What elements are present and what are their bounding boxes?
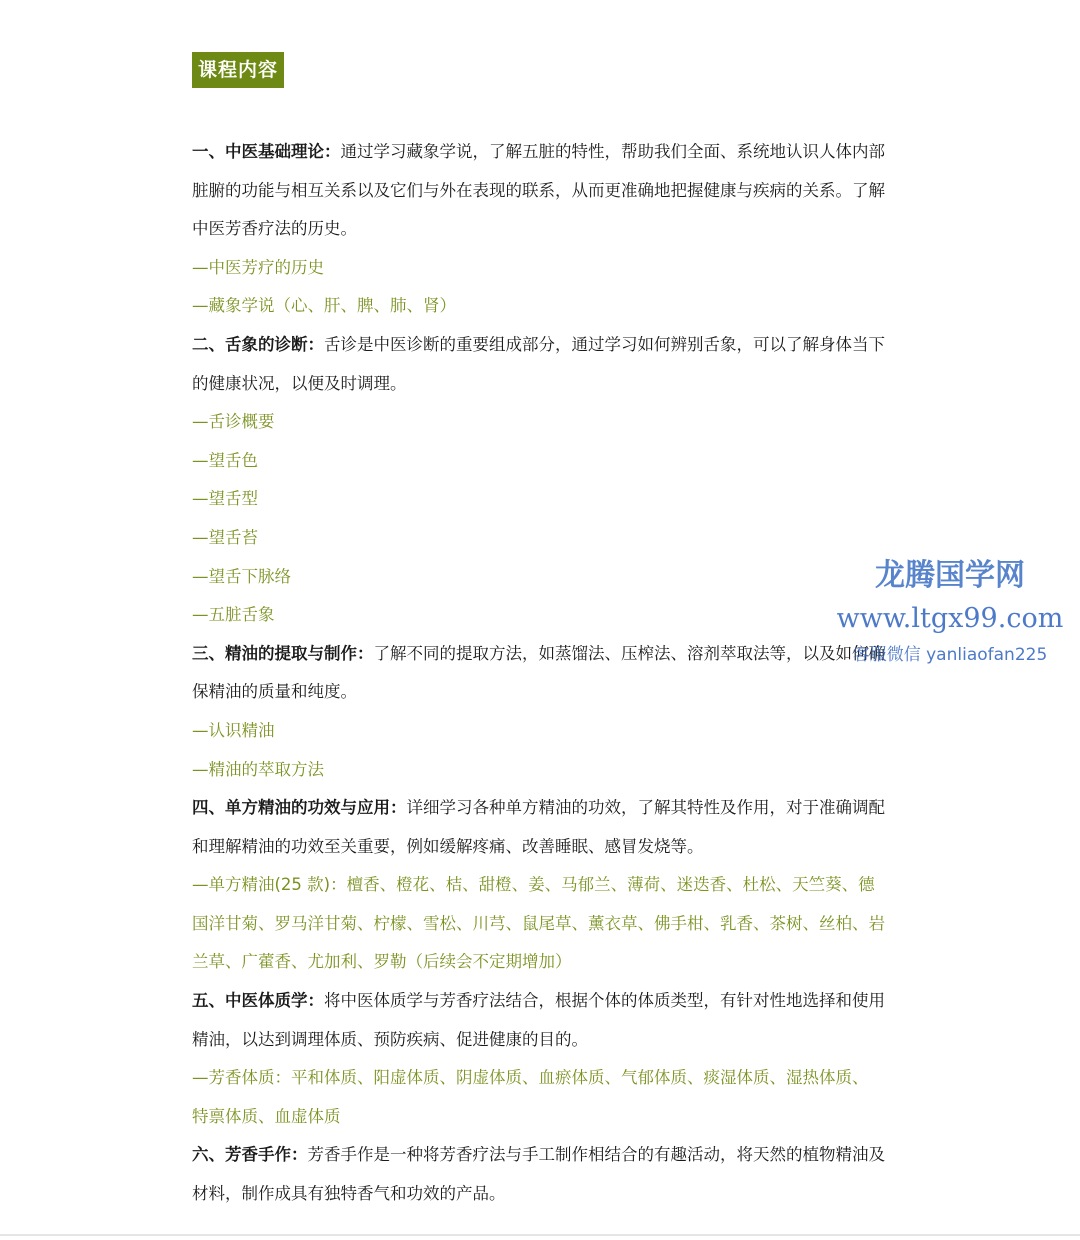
- section-heading: 课程内容: [192, 52, 284, 88]
- list-item: —望舌苔: [192, 527, 258, 547]
- course-content: [192, 133, 892, 1214]
- section-label: 三、精油的提取与制作：: [192, 643, 374, 663]
- section-label: 六、芳香手作：: [192, 1145, 308, 1165]
- body-line: 保精油的质量和纯度。: [192, 682, 357, 702]
- section-text: 将中医体质学与芳香疗法结合，根据个体的体质类型，有针对性地选择和使用: [324, 991, 885, 1011]
- section-text: 通过学习藏象学说，了解五脏的特性，帮助我们全面、系统地认识人体内部: [340, 142, 885, 161]
- list-item: 特禀体质、血虚体质: [192, 1106, 341, 1126]
- section-line: [192, 133, 892, 172]
- watermark: [820, 556, 1080, 668]
- section-label: 二、舌象的诊断：: [192, 334, 324, 354]
- list-item: —藏象学说（心、肝、脾、肺、肾）: [192, 296, 456, 316]
- section-line: [192, 1136, 892, 1175]
- list-item: —舌诊概要: [192, 412, 275, 432]
- list-item: —认识精油: [192, 720, 275, 740]
- watermark-title: 龙腾国学网: [875, 558, 1025, 593]
- watermark-contact: 客服微信 yanliaofan225: [852, 645, 1048, 665]
- body-line: 的健康状况，以便及时调理。: [192, 373, 407, 393]
- list-item: —单方精油(25 款)：檀香、橙花、桔、甜橙、姜、马郁兰、薄荷、迷迭香、杜松、天竺葵、德: [192, 875, 875, 895]
- section-line: [192, 789, 892, 828]
- section-label: 四、单方精油的功效与应用：: [192, 798, 407, 818]
- list-item: 国洋甘菊、罗马洋甘菊、柠檬、雪松、川芎、鼠尾草、薰衣草、佛手柑、乳香、茶树、丝柏、岩: [192, 913, 885, 933]
- body-line: 材料，制作成具有独特香气和功效的产品。: [192, 1184, 506, 1204]
- section-line: [192, 635, 892, 674]
- body-line: 和理解精油的功效至关重要，例如缓解疼痛、改善睡眠、感冒发烧等。: [192, 836, 704, 856]
- list-item: —望舌下脉络: [192, 566, 291, 586]
- section-text: 详细学习各种单方精油的功效，了解其特性及作用，对于准确调配: [406, 798, 885, 818]
- section-text: 舌诊是中医诊断的重要组成部分，通过学习如何辨别舌象，可以了解身体当下: [324, 334, 885, 354]
- list-item: —五脏舌象: [192, 605, 275, 625]
- list-item: —望舌型: [192, 489, 258, 509]
- section-label: 五、中医体质学：: [192, 991, 324, 1011]
- section-text: 芳香手作是一种将芳香疗法与手工制作相结合的有趣活动，将天然的植物精油及: [307, 1145, 885, 1165]
- divider: [0, 1234, 1080, 1236]
- list-item: —望舌色: [192, 450, 258, 470]
- body-line: 精油，以达到调理体质、预防疾病、促进健康的目的。: [192, 1029, 588, 1049]
- body-line: 中医芳香疗法的历史。: [192, 219, 357, 239]
- section-text: 了解不同的提取方法，如蒸馏法、压榨法、溶剂萃取法等，以及如何确: [373, 643, 885, 663]
- section-line: [192, 326, 892, 365]
- body-line: 脏腑的功能与相互关系以及它们与外在表现的联系，从而更准确地把握健康与疾病的关系。了解: [192, 180, 885, 200]
- section-label: 一、中医基础理论：: [192, 142, 341, 161]
- list-item: —芳香体质：平和体质、阳虚体质、阴虚体质、血瘀体质、气郁体质、痰湿体质、湿热体质、: [192, 1068, 869, 1088]
- watermark-url: www.ltgx99.com: [836, 603, 1064, 634]
- list-item: —精油的萃取方法: [192, 759, 324, 779]
- section-line: [192, 982, 892, 1021]
- list-item: 兰草、广藿香、尤加利、罗勒（后续会不定期增加）: [192, 952, 572, 972]
- list-item: —中医芳疗的历史: [192, 257, 324, 277]
